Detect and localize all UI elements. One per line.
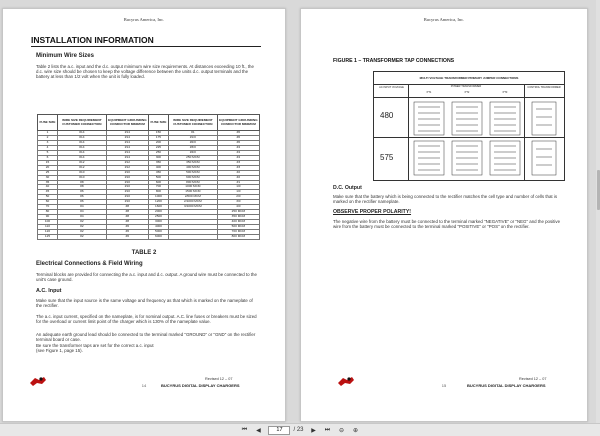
page-header: Bucyrus America, Inc.	[423, 17, 465, 22]
table-cell: #10	[106, 190, 148, 195]
table-cell: 50	[38, 195, 58, 200]
table-cell: 2000	[148, 210, 168, 215]
table-cell: #2	[57, 235, 106, 240]
table-cell: #3/0	[168, 145, 217, 150]
table-cell: 2/1000 MCM	[168, 200, 217, 205]
table-cell: #3	[217, 165, 259, 170]
ac-input-text-1: Make sure that the input source is the same voltage and frequency as that which is marked on the nameplate of the rectifier.	[36, 298, 253, 309]
table-cell: 1000 MCM	[168, 185, 217, 190]
table-cell: 120	[38, 230, 58, 235]
table-cell: 175	[148, 135, 168, 140]
table-cell: #6	[217, 135, 259, 140]
table-cell: 5000	[148, 230, 168, 235]
table-cell: #12	[106, 165, 148, 170]
table-cell: 6000	[148, 235, 168, 240]
diagram-rule	[374, 97, 564, 98]
brand-footer: BUCYRUS DIGITAL DISPLAY CHARGERS	[467, 383, 546, 388]
table-cell: #8	[106, 215, 148, 220]
table-cell: #1	[217, 180, 259, 185]
page-header: Bucyrus America, Inc.	[123, 17, 165, 22]
table-cell: #4	[217, 155, 259, 160]
table-cell: 2/600 MCM	[168, 195, 217, 200]
page-number: 15	[441, 383, 447, 388]
table-cell: #10	[106, 175, 148, 180]
diagram-pt3: PT3	[502, 91, 508, 94]
ac-input-text-2: The a.c. input current, specified on the nameplate, is for nominal output. A.C. line fuses or breakers must be sized for the overload or current limit point of the charger which is 130% of the nameplate value.	[36, 314, 257, 325]
table-cell: 150	[148, 131, 168, 136]
col-header: EQUIPMENT GROUNDING CONDUCTOR MINIMUM	[217, 115, 259, 131]
table-cell: #6	[106, 225, 148, 230]
wire-size-table	[37, 114, 260, 240]
table-cell: 110	[38, 225, 58, 230]
table-cell: 100	[38, 220, 58, 225]
table-cell: #14	[57, 145, 106, 150]
table-cell: 225	[148, 145, 168, 150]
table-cell: #14	[106, 155, 148, 160]
vertical-scrollbar[interactable]	[596, 0, 600, 423]
table-cell: 600 MCM	[168, 175, 217, 180]
table-cell: #10	[106, 180, 148, 185]
diagram-col-input: AC INPUT VOLTAGE	[379, 86, 404, 89]
table-cell: #14	[106, 140, 148, 145]
table-cell: #2	[57, 225, 106, 230]
table-cell: 800 MCM	[168, 180, 217, 185]
figure-title: FIGURE 1 – TRANSFORMER TAP CONNECTIONS	[333, 58, 455, 64]
col-header: EQUIPMENT GROUNDING CONDUCTOR MINIMUM	[106, 115, 148, 131]
table-cell: #4	[217, 150, 259, 155]
zoom-out-icon: ⊖	[338, 427, 345, 434]
table-cell: 125	[38, 235, 58, 240]
table-cell: 80	[38, 210, 58, 215]
table-cell: #14	[106, 150, 148, 155]
table-cell: 600	[148, 180, 168, 185]
table-cell: #1	[168, 131, 217, 136]
dc-output-text: Make sure that the battery which is being connected to the rectifier matches the cell type and number of cells that is marked on the rectifier nameplate.	[333, 194, 558, 205]
table-cell: #12	[57, 165, 106, 170]
zoom-out-button[interactable]	[338, 426, 346, 434]
table-cell: #10	[57, 170, 106, 175]
table-cell: 700	[148, 185, 168, 190]
polarity-text: The negative wire from the battery must be connected to the terminal marked "NEGATIVE" or "NEG" and the positive wire from the battery must be connected to the terminal marked "POSITIVE" or "POS" on the rectifier.	[333, 219, 561, 230]
col-header: WIRE SIZE REQUIREMENT CUSTOMER CONNECTION	[57, 115, 106, 131]
table-cell: 90	[38, 215, 58, 220]
table-cell: #4	[57, 215, 106, 220]
table-cell: 3/0	[217, 200, 259, 205]
table-cell: #4/0	[168, 150, 217, 155]
table-cell: 3/1000 MCM	[168, 205, 217, 210]
diagram-col-control: CONTROL TRANSFORMER	[527, 86, 561, 89]
table-cell: #6	[106, 230, 148, 235]
next-page-icon: ▶	[311, 427, 316, 434]
table-body	[38, 131, 260, 240]
table-cell: 500 MCM	[168, 170, 217, 175]
table-cell: #3	[217, 160, 259, 165]
diagram-col-power: POWER TRANSFORMER	[450, 85, 482, 88]
dc-output-heading: D.C. Output	[333, 185, 362, 191]
table-cell: 2/0	[217, 195, 259, 200]
previous-page-button[interactable]	[254, 426, 262, 434]
table-cell: 25	[38, 170, 58, 175]
ac-input-text-3: An adequate earth ground lead should be connected to the terminal marked "GROUND" or "GND" on the rectifier terminal board or case.	[36, 332, 256, 343]
table-cell: 60	[38, 200, 58, 205]
table-header-row	[38, 115, 260, 131]
left-page	[2, 8, 286, 422]
title-rule	[31, 46, 261, 47]
ac-input-text-4: Be sure the transformer taps are set for the correct a.c. input	[36, 343, 154, 348]
table-cell: #8	[106, 210, 148, 215]
total-pages: / 23	[293, 427, 304, 433]
table-cell: #8	[106, 220, 148, 225]
table-cell: 1200	[148, 200, 168, 205]
zoom-in-icon: ⊕	[352, 427, 359, 434]
table-cell: 800	[148, 190, 168, 195]
table-cell: #6	[106, 235, 148, 240]
first-page-button[interactable]	[240, 426, 248, 434]
diagram-divider	[408, 84, 409, 180]
table-cell: 2500	[148, 215, 168, 220]
first-page-icon: ⏮	[241, 426, 248, 433]
table-cell: 4/0	[217, 205, 259, 210]
col-header: FUSE SIZE	[148, 115, 168, 131]
table-cell: #10	[57, 175, 106, 180]
table-cell: #14	[57, 155, 106, 160]
table-cell: 250	[148, 150, 168, 155]
table-cell: 450	[148, 170, 168, 175]
table-cell: #4	[217, 145, 259, 150]
table-cell: #10	[106, 200, 148, 205]
table-cell: 1000	[148, 195, 168, 200]
table-cell: #6	[217, 140, 259, 145]
table-cell: 400 MCM	[217, 220, 259, 225]
table-cell: 1/0	[217, 190, 259, 195]
page-navigator	[268, 426, 303, 435]
transformer-tap-diagram	[373, 71, 565, 181]
col-header: FUSE SIZE	[38, 115, 58, 131]
diagram-pt2: PT2	[464, 91, 470, 94]
table-cell: #10	[106, 170, 148, 175]
table-cell: #10	[106, 185, 148, 190]
table-cell: 250 MCM	[217, 210, 259, 215]
ac-input-text-5: (see Figure 1, page 15).	[36, 348, 83, 353]
previous-page-icon: ◀	[256, 427, 261, 434]
electrical-text: Terminal blocks are provided for connecting the a.c. input and d.c. output. A ground wire must be connected to the unit's case ground.	[36, 272, 257, 283]
table-cell: #6	[57, 190, 106, 195]
zoom-in-button[interactable]	[352, 426, 360, 434]
table-cell: 1	[38, 131, 58, 136]
table-cell: 15	[38, 160, 58, 165]
table-cell: 500 MCM	[217, 225, 259, 230]
viewer-toolbar	[0, 423, 600, 436]
table-cell: #14	[106, 135, 148, 140]
section-title: INSTALLATION INFORMATION	[31, 35, 154, 45]
revised-date: Revised 12 – 07	[519, 377, 547, 381]
table-cell: 20	[38, 165, 58, 170]
last-page-icon: ⏭	[324, 426, 331, 433]
table-cell: 400	[148, 165, 168, 170]
table-cell: #8	[57, 180, 106, 185]
table-row	[38, 235, 260, 240]
table-cell: #14	[57, 150, 106, 155]
table-cell: 35	[38, 180, 58, 185]
table-cell: #10	[106, 195, 148, 200]
table-cell: 1600	[148, 205, 168, 210]
polarity-heading: OBSERVE PROPER POLARITY!	[333, 209, 412, 215]
table-cell: 3	[38, 140, 58, 145]
table-cell: 6	[38, 155, 58, 160]
brand-footer: BUCYRUS DIGITAL DISPLAY CHARGERS	[161, 383, 240, 388]
table-cell: #2	[57, 220, 106, 225]
table-cell: 800 MCM	[217, 235, 259, 240]
table-cell: 200	[148, 140, 168, 145]
col-header: WIRE SIZE REQUIREMENT CUSTOMER CONNECTION	[168, 115, 217, 131]
diagram-title: MULTI VOLTAGE TRANSFORMER PRIMARY JUMPER CONNECTIONS	[419, 76, 519, 80]
table-cell: #4	[57, 210, 106, 215]
table-cell: #8	[57, 185, 106, 190]
min-wire-text: Table 2 lists the a.c. input and the d.c. output minimum wire size requirements. At distances exceeding 10 ft., the d.c. wire size should be chosen to keep the voltage difference between the units d.c. output terminals and the battery at less than 1/2 volt when the unit is fully loaded.	[36, 64, 254, 80]
voltage-480: 480	[380, 111, 394, 120]
table-cell: #6	[57, 200, 106, 205]
table-cell: #4	[57, 205, 106, 210]
ac-input-heading: A.C. Input	[36, 288, 62, 294]
table-cell: 70	[38, 205, 58, 210]
table-cell: 350	[148, 160, 168, 165]
table-cell: 45	[38, 190, 58, 195]
table-caption: TABLE 2	[131, 250, 157, 256]
page-number: 14	[141, 383, 147, 388]
next-page-button[interactable]	[310, 426, 318, 434]
table-cell: #2	[57, 230, 106, 235]
table-cell: 700 MCM	[217, 230, 259, 235]
table-cell: #8	[106, 205, 148, 210]
current-page-input[interactable]	[268, 426, 290, 435]
jumper-connections-schematic	[410, 99, 562, 179]
table-cell: 5	[38, 150, 58, 155]
table-cell: #1/0	[168, 135, 217, 140]
diagram-pt1: PT1	[426, 91, 432, 94]
table-cell	[168, 235, 217, 240]
electrical-heading: Electrical Connections & Field Wiring	[36, 261, 143, 267]
table-cell: #14	[106, 145, 148, 150]
table-cell: 400 MCM	[168, 165, 217, 170]
table-cell: #14	[57, 135, 106, 140]
table-cell: #2/0	[168, 140, 217, 145]
voltage-575: 575	[380, 153, 394, 162]
table-cell: 250 MCM	[168, 155, 217, 160]
table-cell: #6	[217, 131, 259, 136]
table-cell: 500	[148, 175, 168, 180]
table-cell: 1/0	[217, 185, 259, 190]
table-cell: #14	[106, 131, 148, 136]
table-cell: 4	[38, 145, 58, 150]
table-cell: 350 MCM	[217, 215, 259, 220]
table-cell: 300	[148, 155, 168, 160]
table-cell: 40	[38, 185, 58, 190]
table-cell: #12	[106, 160, 148, 165]
last-page-button[interactable]	[324, 426, 332, 434]
table-cell: 1500 MCM	[168, 190, 217, 195]
table-cell: 350 MCM	[168, 160, 217, 165]
right-page	[300, 8, 588, 422]
table-cell: 3000	[148, 220, 168, 225]
table-cell: 2	[38, 135, 58, 140]
min-wire-heading: Minimum Wire Sizes	[36, 53, 94, 59]
table-cell: 30	[38, 175, 58, 180]
table-cell: #14	[57, 140, 106, 145]
scrollbar-thumb[interactable]	[597, 170, 600, 210]
table-cell: #2	[217, 175, 259, 180]
table-cell: #14	[57, 131, 106, 136]
revised-date: Revised 12 – 07	[205, 377, 233, 381]
table-cell: #6	[57, 195, 106, 200]
table-cell: #12	[57, 160, 106, 165]
table-cell: #2	[217, 170, 259, 175]
table-cell: 4000	[148, 225, 168, 230]
